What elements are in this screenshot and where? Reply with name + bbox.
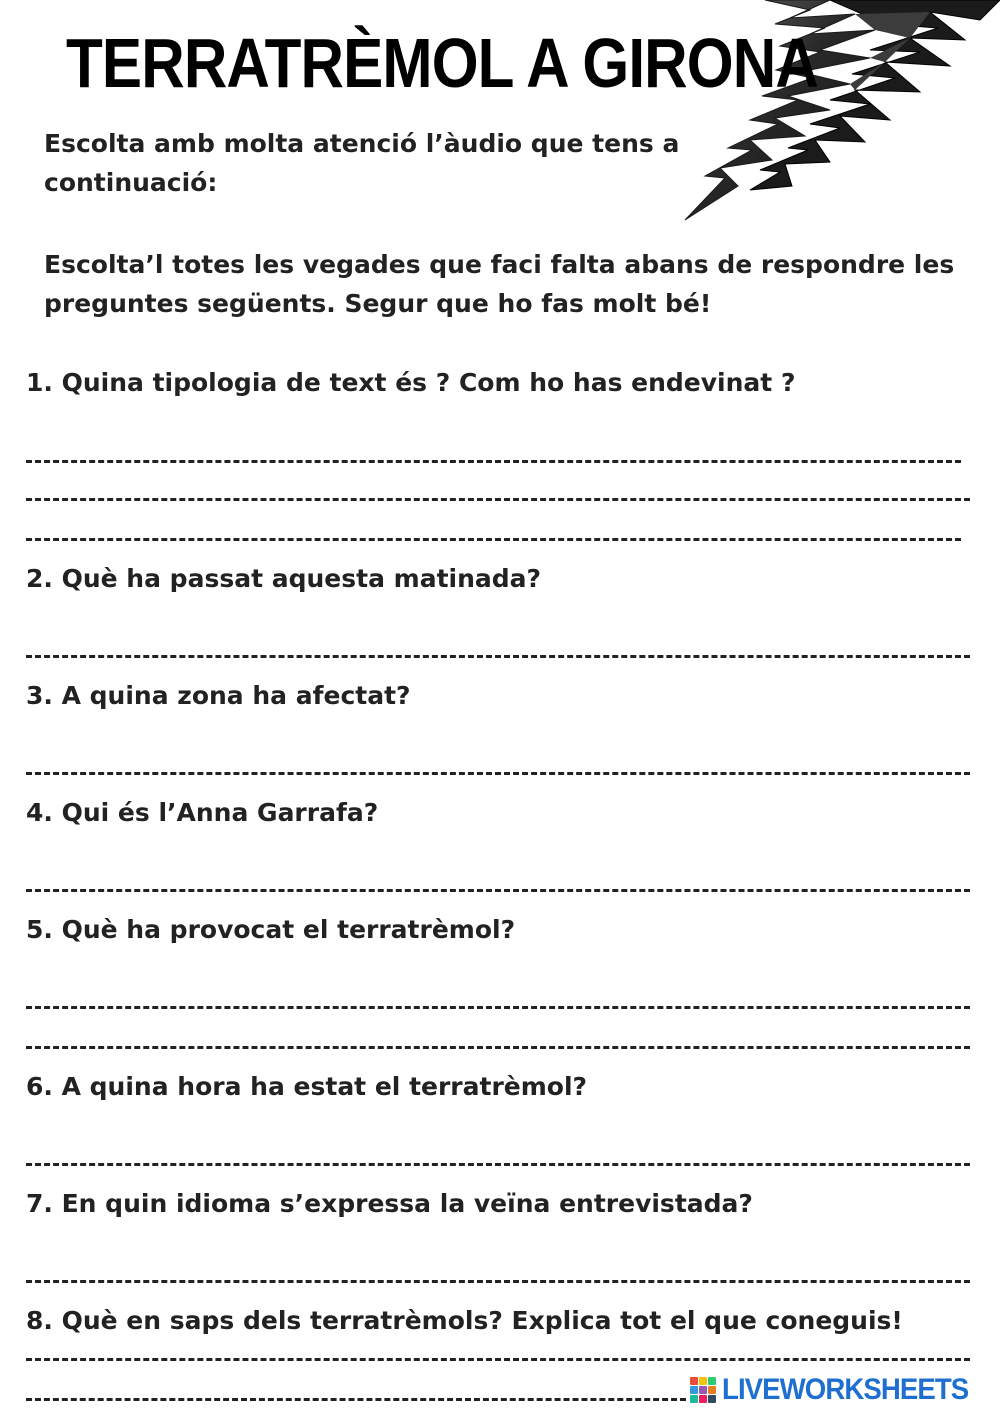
answer-line[interactable]: [26, 1046, 970, 1049]
question-2: 2. Què ha passat aquesta matinada?: [26, 564, 542, 593]
answer-line[interactable]: [26, 889, 970, 892]
question-1: 1. Quina tipologia de text és ? Com ho has endevinat ?: [26, 368, 796, 397]
answer-line[interactable]: [26, 1163, 970, 1166]
answer-line[interactable]: [26, 460, 961, 463]
instruction-text-1: Escolta amb molta atenció l’àudio que tens a continuació:: [44, 129, 680, 197]
answer-line[interactable]: [26, 1358, 970, 1361]
answer-line[interactable]: [26, 655, 970, 658]
watermark-text: LIVEWORKSHEETS: [722, 1373, 969, 1406]
answer-line[interactable]: [26, 772, 970, 775]
answer-line[interactable]: [26, 498, 970, 501]
question-3: 3. A quina zona ha afectat?: [26, 681, 411, 710]
liveworksheets-logo-icon: [690, 1377, 716, 1403]
answer-line[interactable]: [26, 1398, 686, 1401]
answer-line[interactable]: [26, 1280, 970, 1283]
question-6: 6. A quina hora ha estat el terratrèmol?: [26, 1072, 588, 1101]
page-title: TERRATRÈMOL A GIRONA: [66, 24, 819, 102]
question-7: 7. En quin idioma s’expressa la veïna entrevistada?: [26, 1189, 753, 1218]
question-4: 4. Qui és l’Anna Garrafa?: [26, 798, 379, 827]
instruction-text-2: Escolta’l totes les vegades que faci falta abans de respondre les preguntes següents. Segur que ho fas molt bé!: [44, 250, 955, 318]
question-5: 5. Què ha provocat el terratrèmol?: [26, 915, 516, 944]
answer-line[interactable]: [26, 538, 961, 541]
question-8: 8. Què en saps dels terratrèmols? Explica tot el que coneguis!: [26, 1306, 903, 1335]
liveworksheets-logo: [690, 1373, 990, 1406]
answer-line[interactable]: [26, 1006, 970, 1009]
